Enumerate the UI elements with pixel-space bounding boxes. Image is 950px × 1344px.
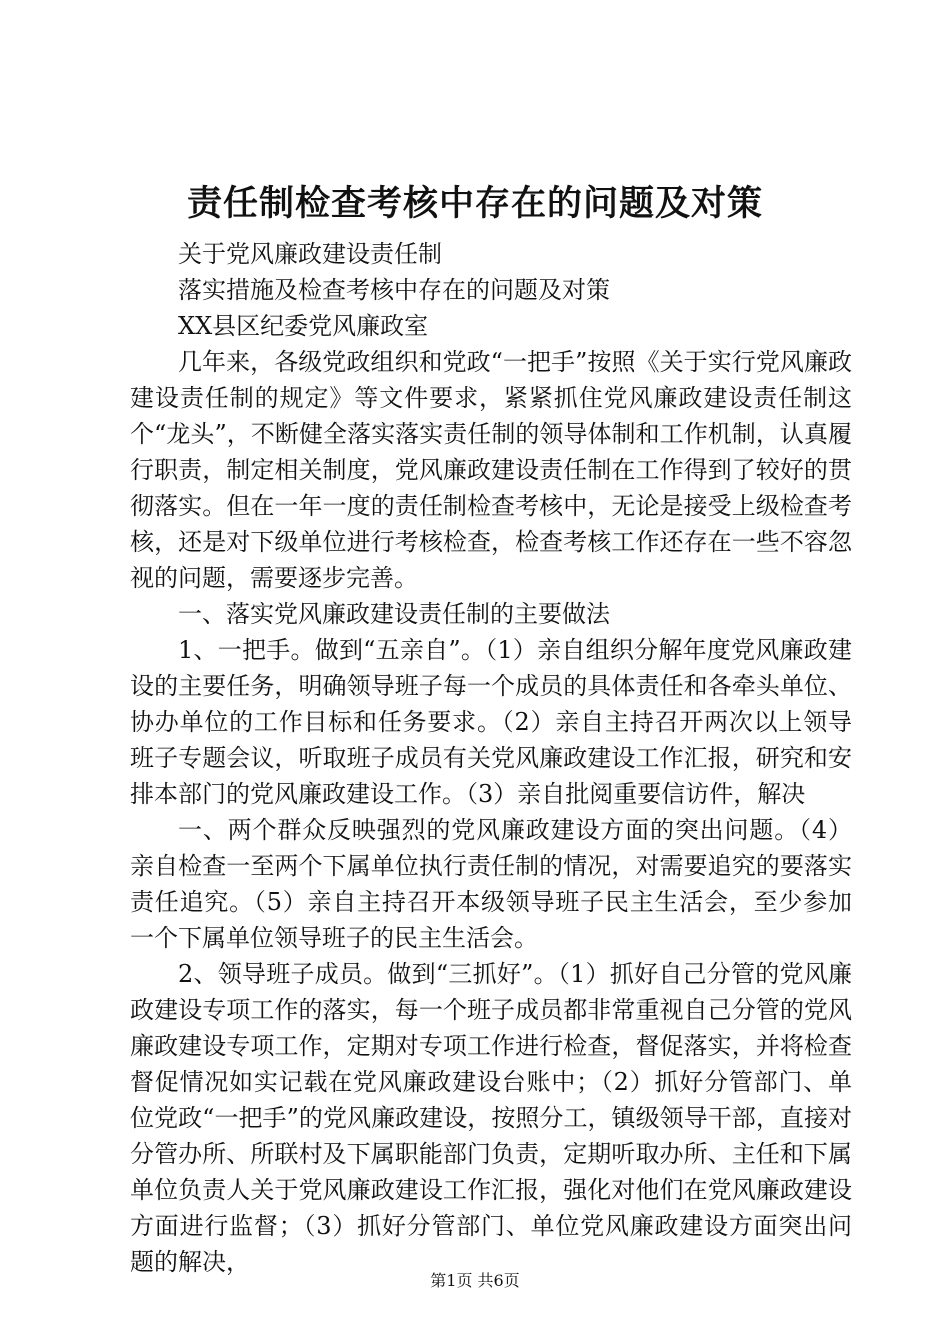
document-title: 责任制检查考核中存在的问题及对策 xyxy=(186,183,763,224)
subtitle-line: 关于党风廉政建设责任制 xyxy=(178,240,442,268)
document-body xyxy=(130,236,852,1280)
body-paragraph: 1、一把手。做到“五亲自”。（1）亲自组织分解年度党风廉政建设的主要任务，明确领导班子每一个成员的具体责任和各牵头单位、协办单位的工作目标和任务要求。（2）亲自主持召开两次以上领导班子专题会议，听取班子成员有关党风廉政建设工作汇报，研究和安排本部门的党风廉政建设工作。（3）亲自批阅重要信访件，解决 xyxy=(130,636,852,808)
body-paragraph: 2、领导班子成员。做到“三抓好”。（1）抓好自己分管的党风廉政建设专项工作的落实，每一个班子成员都非常重视自己分管的党风廉政建设专项工作，定期对专项工作进行检查，督促落实，并将检查督促情况如实记载在党风廉政建设台账中；（2）抓好分管部门、单位党政“一把手”的党风廉政建设，按照分工，镇级领导干部，直接对分管办所、所联村及下属职能部门负责，定期听取办所、主任和下属单位负责人关于党风廉政建设工作汇报，强化对他们在党风廉政建设方面进行监督；（3）抓好分管部门、单位党风廉政建设方面突出问题的解决， xyxy=(130,960,852,1276)
section-heading: 一、落实党风廉政建设责任制的主要做法 xyxy=(178,600,610,628)
page-number-footer: 第1页 共6页 xyxy=(430,1271,520,1290)
author-line: XX县区纪委党风廉政室 xyxy=(178,312,429,340)
subtitle-line: 落实措施及检查考核中存在的问题及对策 xyxy=(178,276,610,304)
body-paragraph: 一、两个群众反映强烈的党风廉政建设方面的突出问题。（4）亲自检查一至两个下属单位执行责任制的情况，对需要追究的要落实责任追究。（5）亲自主持召开本级领导班子民主生活会，至少参加一个下属单位领导班子的民主生活会。 xyxy=(130,816,852,952)
body-paragraph: 几年来，各级党政组织和党政“一把手”按照《关于实行党风廉政建设责任制的规定》等文件要求，紧紧抓住党风廉政建设责任制这个“龙头”，不断健全落实落实责任制的领导体制和工作机制，认真履行职责，制定相关制度，党风廉政建设责任制在工作得到了较好的贯彻落实。但在一年一度的责任制检查考核中，无论是接受上级检查考核，还是对下级单位进行考核检查，检查考核工作还存在一些不容忽视的问题，需要逐步完善。 xyxy=(130,348,852,592)
